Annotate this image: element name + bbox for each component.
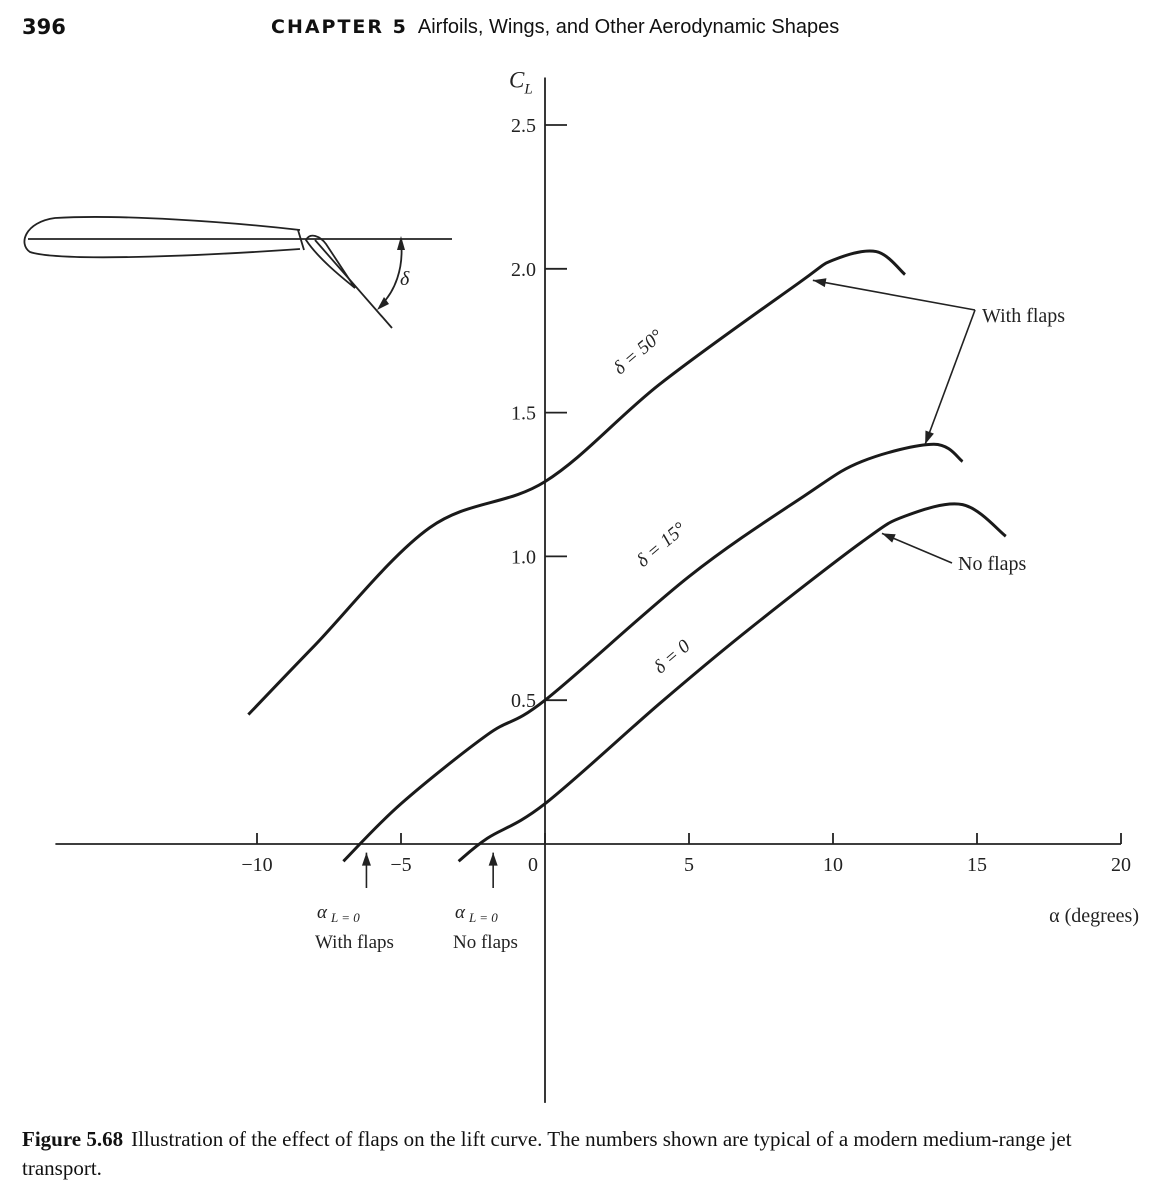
alpha-zero-no-flaps-arrow-head — [489, 853, 498, 866]
annotation-no-flaps: No flaps — [958, 553, 1027, 575]
page-number: 396 — [22, 15, 66, 39]
alpha-zero-no-flaps-label: No flaps — [453, 932, 518, 953]
y-tick-label: 2.5 — [511, 115, 536, 137]
x-tick-label: −5 — [390, 854, 412, 876]
caption-label: Figure 5.68 — [22, 1127, 124, 1151]
series-label: δ = 0 — [649, 635, 695, 679]
alpha-zero-with-flaps-symbol: α $_{L = 0}$ — [317, 902, 360, 925]
y-axis-label: $C_L$ — [509, 67, 533, 98]
series-label: δ = 50° — [609, 325, 668, 380]
x-tick-label: −10 — [241, 854, 273, 876]
flap-outline — [306, 236, 355, 288]
y-tick-label: 1.0 — [511, 546, 536, 569]
alpha-zero-with-flaps-label: With flaps — [315, 932, 394, 953]
alpha-zero-no-flaps-symbol: α $_{L = 0}$ — [455, 902, 498, 925]
with-flaps-pointer-upper-head — [813, 278, 827, 287]
airfoil-flap-illustration — [24, 217, 452, 328]
annotation-with-flaps: With flaps — [982, 305, 1066, 327]
alpha-zero-with-flaps-arrow-head — [362, 853, 371, 866]
x-tick-label: 0 — [528, 854, 538, 876]
y-tick-label: 2.0 — [511, 258, 536, 281]
series-delta-15 — [343, 444, 962, 861]
flap-angle-line — [315, 240, 392, 328]
y-tick-label: 1.5 — [511, 402, 536, 425]
with-flaps-pointer-upper — [813, 280, 975, 310]
flap-angle-symbol: δ — [400, 268, 410, 290]
y-axis-label-subscript: L — [524, 81, 533, 98]
chapter-title: Airfoils, Wings, and Other Aerodynamic Shapes — [417, 16, 840, 38]
with-flaps-pointer-lower — [925, 310, 975, 444]
curves — [248, 251, 1005, 861]
no-flaps-pointer-head — [882, 533, 896, 542]
x-axis-label: α (degrees) — [1049, 905, 1139, 927]
flap-angle-arc — [380, 241, 402, 306]
series-delta-50 — [248, 251, 905, 715]
x-tick-label: 15 — [967, 854, 987, 876]
chapter-label: CHAPTER 5 — [271, 16, 408, 38]
with-flaps-pointer-lower-head — [925, 430, 934, 444]
alpha-zero-no-flaps-symbol-subscript: L = 0 — [468, 910, 498, 925]
airfoil-outline — [24, 217, 300, 257]
series-label: δ = 15° — [632, 518, 691, 572]
figure-caption — [22, 1125, 1132, 1183]
series-delta-0 — [459, 504, 1006, 861]
airfoil-trailing-cut — [298, 230, 304, 250]
y-tick-label: 0.5 — [511, 690, 536, 713]
labels — [241, 67, 1139, 953]
alpha-zero-with-flaps-symbol-subscript: L = 0 — [330, 910, 360, 925]
x-tick-label: 10 — [823, 854, 843, 876]
caption-text: Illustration of the effect of flaps on the lift curve. The numbers shown are typical of a modern medium-range jet transport. — [22, 1127, 1072, 1180]
x-tick-label: 20 — [1111, 854, 1131, 876]
axes — [55, 77, 1121, 1102]
x-tick-label: 5 — [684, 854, 694, 876]
